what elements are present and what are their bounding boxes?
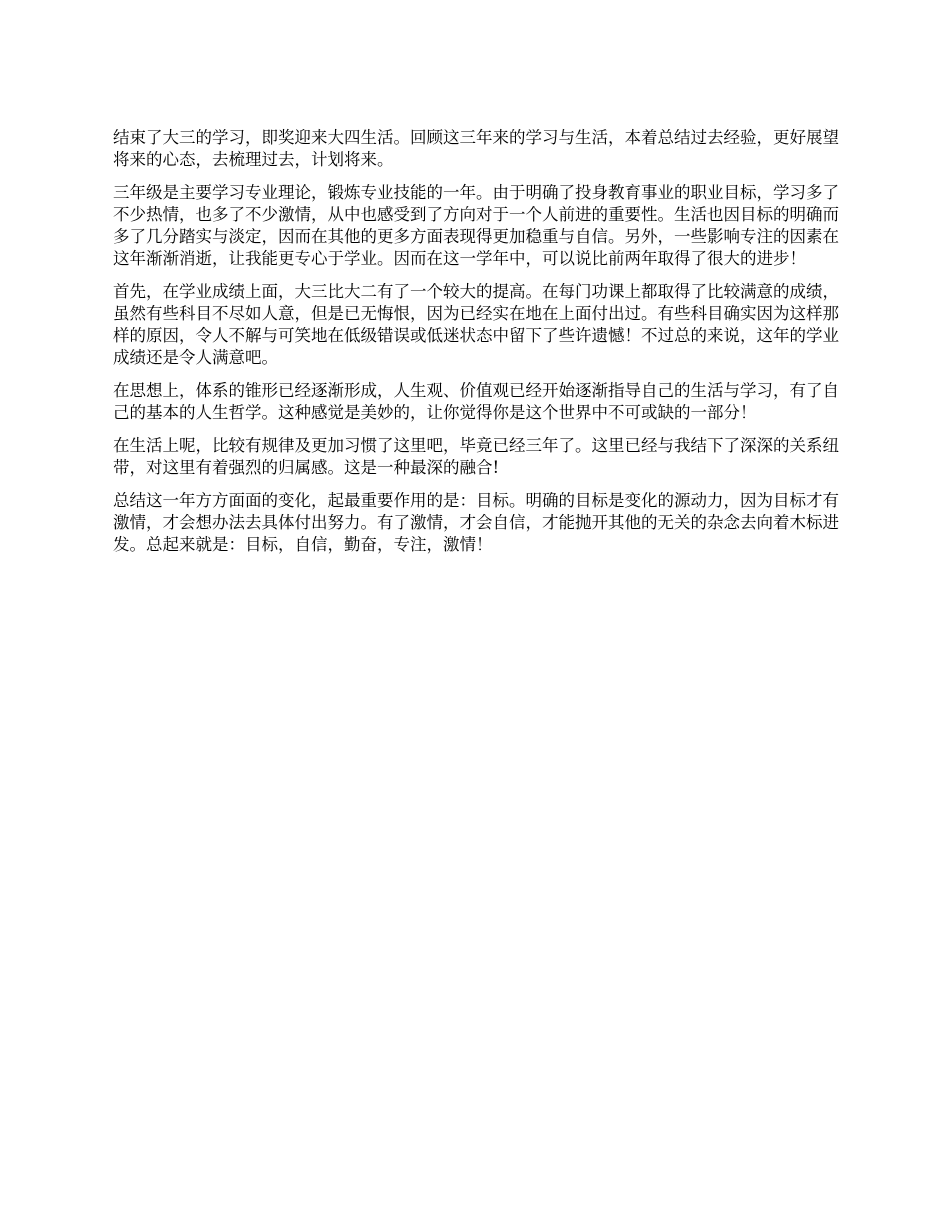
paragraph-6: 总结这一年方方面面的变化，起最重要作用的是：目标。明确的目标是变化的源动力，因为目标才有激情，才会想办法去具体付出努力。有了激情，才会自信，才能抛开其他的无关的杂念去向着木标进发。总起来就是：目标，自信，勤奋，专注，激情！ — [113, 491, 839, 554]
paragraph-1: 结束了大三的学习，即奖迎来大四生活。回顾这三年来的学习与生活，本着总结过去经验，更好展望将来的心态，去梳理过去，计划将来。 — [113, 128, 839, 169]
document-body — [113, 127, 839, 567]
paragraph-2: 三年级是主要学习专业理论，锻炼专业技能的一年。由于明确了投身教育事业的职业目标，学习多了不少热情，也多了不少激情，从中也感受到了方向对于一个人前进的重要性。生活也因目标的明确而多了几分踏实与淡定，因而在其他的更多方面表现得更加稳重与自信。另外，一些影响专注的因素在这年渐渐消逝，让我能更专心于学业。因而在这一学年中，可以说比前两年取得了很大的进步！ — [113, 183, 839, 268]
paragraph-3: 首先，在学业成绩上面，大三比大二有了一个较大的提高。在每门功课上都取得了比较满意的成绩，虽然有些科目不尽如人意，但是已无悔恨，因为已经实在地在上面付出过。有些科目确实因为这样那样的原因，令人不解与可笑地在低级错误或低迷状态中留下了些许遗憾！不过总的来说，这年的学业成绩还是令人满意吧。 — [113, 282, 839, 367]
paragraph-4: 在思想上，体系的锥形已经逐渐形成，人生观、价值观已经开始逐渐指导自己的生活与学习，有了自己的基本的人生哲学。这种感觉是美妙的，让你觉得你是这个世界中不可或缺的一部分！ — [113, 381, 839, 422]
paragraph-5: 在生活上呢，比较有规律及更加习惯了这里吧，毕竟已经三年了。这里已经与我结下了深深的关系纽带，对这里有着强烈的归属感。这是一种最深的融合! — [113, 436, 839, 477]
